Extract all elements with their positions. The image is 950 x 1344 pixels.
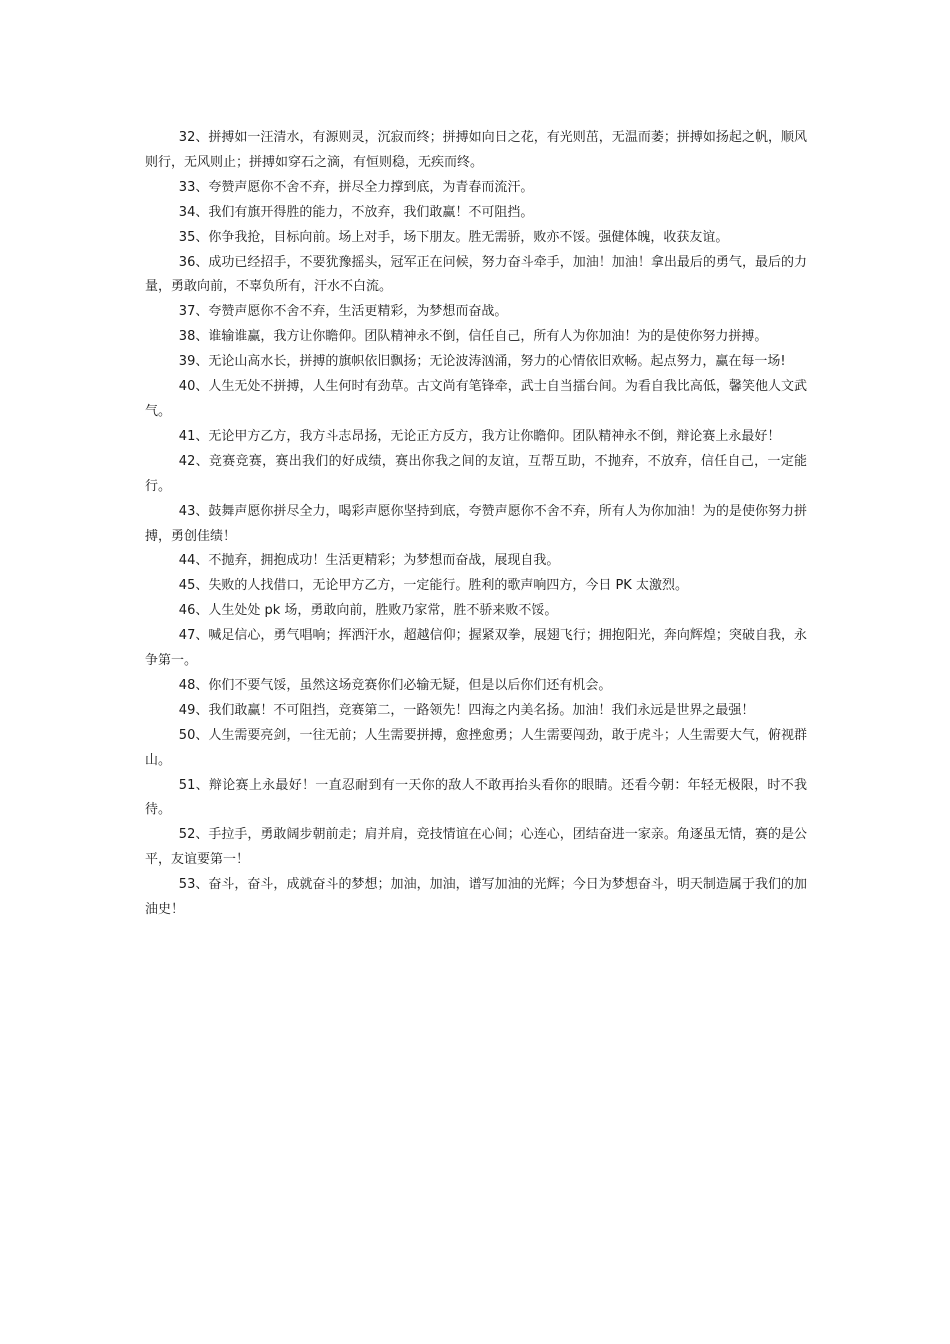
paragraph-42: 42、竞赛竞赛，赛出我们的好成绩，赛出你我之间的友谊，互帮互助，不抛弃，不放弃，信任自己，一定能行。 xyxy=(145,453,807,494)
paragraph-39: 39、无论山高水长，拼搏的旗帜依旧飘扬；无论波涛汹涌，努力的心情依旧欢畅。起点努力，赢在每一场! xyxy=(178,354,786,370)
paragraph-43: 43、鼓舞声愿你拼尽全力，喝彩声愿你坚持到底，夸赞声愿你不舍不弃，所有人为你加油！为的是使你努力拼搏，勇创佳绩！ xyxy=(145,503,807,544)
paragraph-38: 38、谁输谁赢，我方让你瞻仰。团队精神永不倒，信任自己，所有人为你加油！为的是使你努力拼搏。 xyxy=(178,329,768,345)
paragraph-33: 33、夸赞声愿你不舍不弃，拼尽全力撑到底，为青春而流汗。 xyxy=(178,179,534,195)
paragraph-52: 52、手拉手，勇敢阔步朝前走；肩并肩，竞技情谊在心间；心连心，团结奋进一家亲。角逐虽无情，赛的是公平，友谊要第一！ xyxy=(145,827,807,868)
paragraph-40: 40、人生无处不拼搏，人生何时有劲草。古文尚有笔锋牵，武士自当擂台间。为看自我比高低，馨笑他人文武气。 xyxy=(145,379,807,419)
paragraph-35: 35、你争我抢，目标向前。场上对手，场下朋友。胜无需骄，败亦不馁。强健体魄，收获友谊。 xyxy=(178,229,729,245)
paragraph-34: 34、我们有旗开得胜的能力，不放弃，我们敢赢！不可阻挡。 xyxy=(178,204,534,220)
paragraph-45: 45、失败的人找借口，无论甲方乙方，一定能行。胜利的歌声响四方，今日 PK 太激烈。 xyxy=(178,578,688,594)
paragraph-46: 46、人生处处 pk 场，勇敢向前，胜败乃家常，胜不骄来败不馁。 xyxy=(178,603,558,619)
paragraph-48: 48、你们不要气馁，虽然这场竞赛你们必输无疑，但是以后你们还有机会。 xyxy=(178,677,612,693)
paragraph-36: 36、成功已经招手，不要犹豫摇头，冠军正在问候，努力奋斗牵手，加油！加油！拿出最后的勇气，最后的力量，勇敢向前，不辜负所有，汗水不白流。 xyxy=(145,254,807,295)
paragraph-37: 37、夸赞声愿你不舍不弃，生活更精彩，为梦想而奋战。 xyxy=(178,304,508,320)
paragraph-32: 32、拼搏如一汪清水，有源则灵，沉寂而终；拼搏如向日之花，有光则茁，无温而萎；拼搏如扬起之帆，顺风则行，无风则止；拼搏如穿石之滴，有恒则稳，无疾而终。 xyxy=(145,130,807,170)
paragraph-44: 44、不抛弃，拥抱成功！生活更精彩；为梦想而奋战，展现自我。 xyxy=(178,553,560,569)
paragraph-50: 50、人生需要亮剑，一往无前；人生需要拼搏，愈挫愈勇；人生需要闯劲，敢于虎斗；人生需要大气，俯视群山。 xyxy=(145,727,807,768)
paragraph-47: 47、喊足信心，勇气唱响；挥洒汗水，超越信仰；握紧双拳，展翅飞行；拥抱阳光，奔向辉煌；突破自我，永争第一。 xyxy=(145,628,807,669)
paragraph-49: 49、我们敢赢！不可阻挡，竞赛第二，一路领先！四海之内美名扬。加油！我们永远是世界之最强！ xyxy=(178,702,755,718)
paragraph-41: 41、无论甲方乙方，我方斗志昂扬，无论正方反方，我方让你瞻仰。团队精神永不倒，辩论赛上永最好！ xyxy=(178,428,781,444)
paragraph-53: 53、奋斗，奋斗，成就奋斗的梦想；加油，加油，谱写加油的光辉；今日为梦想奋斗，明天制造属于我们的加油史！ xyxy=(145,877,807,918)
paragraph-51: 51、辩论赛上永最好！一直忍耐到有一天你的敌人不敢再抬头看你的眼睛。还看今朝：年轻无极限，时不我待。 xyxy=(145,777,807,818)
document-body xyxy=(145,126,807,923)
